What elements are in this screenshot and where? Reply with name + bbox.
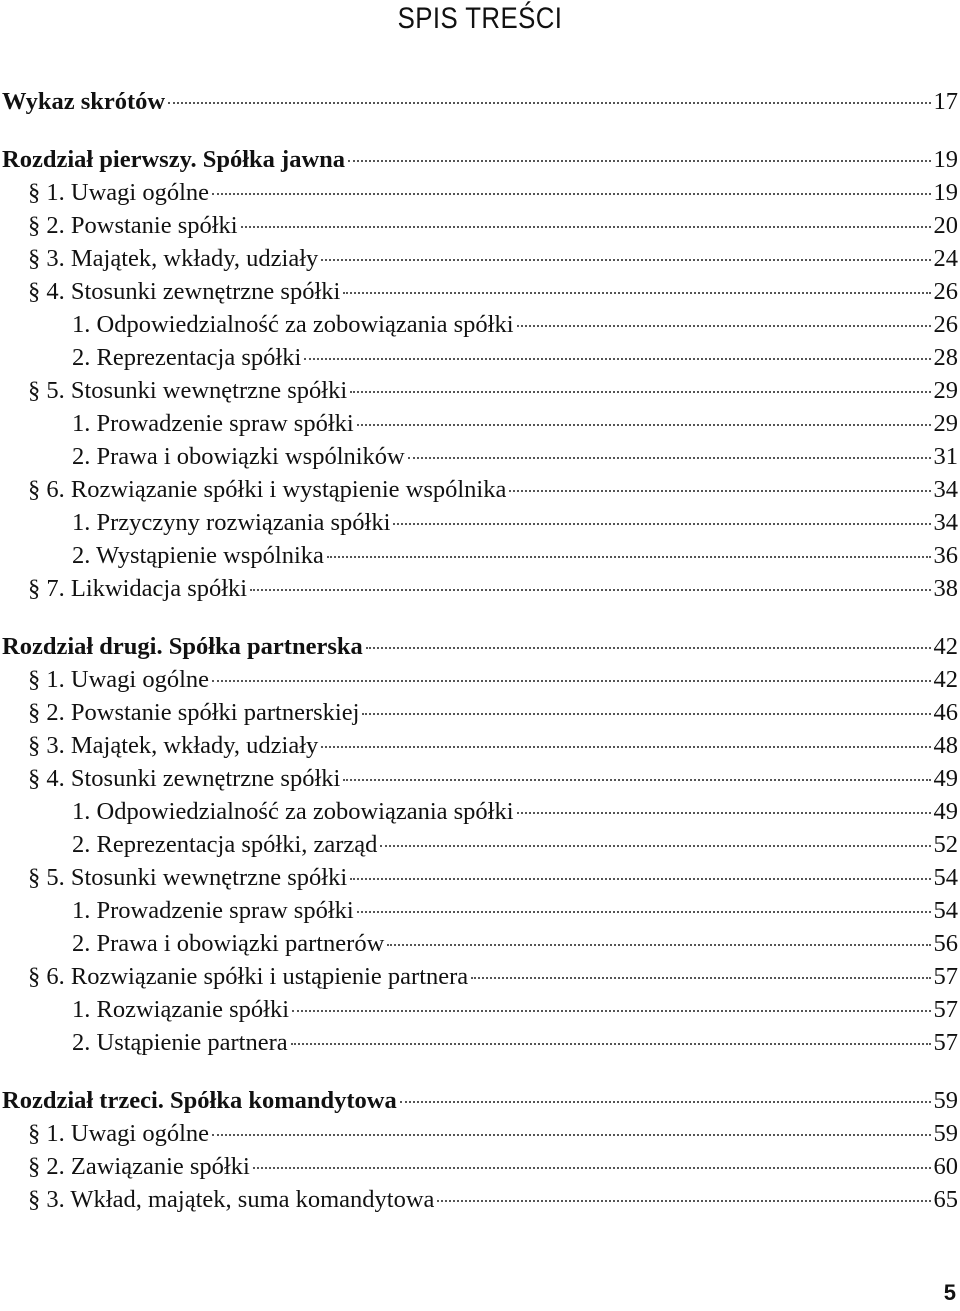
toc-subsection-entry (0, 894, 958, 927)
toc-entry-label: 2. Reprezentacja spółki (72, 344, 302, 371)
dot-leader (241, 226, 931, 228)
toc-entry-label: § 3. Majątek, wkłady, udziały (28, 245, 319, 272)
toc-entry-page: 49 (933, 765, 958, 792)
toc-entry-label: § 2. Zawiązanie spółki (28, 1153, 250, 1180)
toc-entry-label: 2. Prawa i obowiązki wspólników (72, 443, 405, 470)
toc-entry-label: Rozdział pierwszy. Spółka jawna (2, 146, 346, 173)
toc-subsection-entry (0, 795, 958, 828)
dot-leader (366, 647, 931, 649)
dot-leader (321, 259, 930, 261)
toc-entry-page: 19 (933, 179, 958, 206)
toc-subsection-entry (0, 440, 958, 473)
toc-entry-label: § 1. Uwagi ogólne (28, 1120, 209, 1147)
toc-entry-label: § 4. Stosunki zewnętrzne spółki (28, 278, 341, 305)
dot-leader (380, 845, 930, 847)
toc-entry-label: Wykaz skrótów (2, 88, 166, 115)
footer-page-number: 5 (943, 1280, 956, 1305)
dot-leader (400, 1101, 931, 1103)
toc-entry-page: 36 (933, 542, 958, 569)
toc-subsection-entry (0, 1026, 958, 1059)
toc-chapter-entry (0, 630, 958, 663)
toc-section-entry (0, 696, 958, 729)
toc-entry-label: 1. Przyczyny rozwiązania spółki (72, 509, 391, 536)
toc-section-entry (0, 960, 958, 993)
dot-leader (350, 391, 930, 393)
toc-subsection-entry (0, 506, 958, 539)
toc-section-entry (0, 209, 958, 242)
toc-entry-page: 65 (933, 1186, 958, 1213)
dot-leader (509, 490, 930, 492)
toc-entry-page: 57 (933, 963, 958, 990)
dot-leader (437, 1200, 930, 1202)
toc-entry-page: 26 (933, 278, 958, 305)
toc-entry-page: 52 (933, 831, 958, 858)
toc-entry-page: 54 (933, 864, 958, 891)
toc-section-entry (0, 176, 958, 209)
toc-entry-page: 19 (933, 146, 958, 173)
toc-entry-page: 56 (933, 930, 958, 957)
toc-entry-label: 2. Wystąpienie wspólnika (72, 542, 324, 569)
toc-entry-label: § 5. Stosunki wewnętrzne spółki (28, 864, 348, 891)
toc-entry-page: 57 (933, 996, 958, 1023)
toc-subsection-entry (0, 927, 958, 960)
toc-entry-label: § 1. Uwagi ogólne (28, 179, 209, 206)
toc-entry-page: 31 (933, 443, 958, 470)
toc-entry-label: § 3. Majątek, wkłady, udziały (28, 732, 319, 759)
dot-leader (362, 713, 930, 715)
dot-leader (250, 589, 930, 591)
toc-section-entry (0, 861, 958, 894)
dot-leader (212, 193, 931, 195)
toc-section-entry (0, 1117, 958, 1150)
toc-entry-page: 46 (933, 699, 958, 726)
toc-entry-label: Rozdział trzeci. Spółka komandytowa (2, 1087, 397, 1114)
toc-entry-label: Rozdział drugi. Spółka partnerska (2, 633, 363, 660)
dot-leader (343, 292, 930, 294)
toc-entry-label: § 7. Likwidacja spółki (28, 575, 248, 602)
dot-leader (348, 160, 930, 162)
toc-entry-label: § 4. Stosunki zewnętrzne spółki (28, 765, 341, 792)
dot-leader (343, 779, 930, 781)
toc-entry-page: 54 (933, 897, 958, 924)
dot-leader (393, 523, 930, 525)
toc-subsection-entry (0, 828, 958, 861)
toc-entry-label: 2. Reprezentacja spółki, zarząd (72, 831, 378, 858)
dot-leader (350, 878, 930, 880)
toc-entry-label: 1. Rozwiązanie spółki (72, 996, 290, 1023)
toc-entry-label: § 3. Wkład, majątek, suma komandytowa (28, 1186, 435, 1213)
toc-section-entry (0, 762, 958, 795)
dot-leader (168, 102, 930, 104)
toc-entry-page: 59 (933, 1087, 958, 1114)
toc-subsection-entry (0, 993, 958, 1026)
toc-entry-label: § 6. Rozwiązanie spółki i ustąpienie partnera (28, 963, 469, 990)
toc-entry-page: 38 (933, 575, 958, 602)
toc-entry-page: 29 (933, 410, 958, 437)
toc-entry-page: 34 (933, 509, 958, 536)
toc-section-entry (0, 572, 958, 605)
dot-leader (517, 325, 931, 327)
dot-leader (357, 911, 931, 913)
dot-leader (517, 812, 931, 814)
toc-section-entry (0, 242, 958, 275)
toc-entry-page: 28 (933, 344, 958, 371)
toc-entry-page: 42 (933, 666, 958, 693)
toc-entry-label: 1. Odpowiedzialność za zobowiązania spółki (72, 798, 514, 825)
toc-entry-label: 1. Prowadzenie spraw spółki (72, 410, 354, 437)
toc-subsection-entry (0, 407, 958, 440)
dot-leader (321, 746, 930, 748)
toc-entry-label: § 1. Uwagi ogólne (28, 666, 209, 693)
dot-leader (327, 556, 931, 558)
toc-section-entry (0, 663, 958, 696)
toc-entry-page: 34 (933, 476, 958, 503)
toc-entry-label: 2. Ustąpienie partnera (72, 1029, 288, 1056)
dot-leader (387, 944, 930, 946)
toc-section-entry (0, 729, 958, 762)
toc-entry-page: 48 (933, 732, 958, 759)
toc-section-entry (0, 1183, 958, 1216)
dot-leader (212, 680, 931, 682)
toc-entry-page: 17 (933, 88, 958, 115)
dot-leader (304, 358, 930, 360)
toc-entry-page: 42 (933, 633, 958, 660)
dot-leader (212, 1134, 931, 1136)
toc-section-entry (0, 275, 958, 308)
toc-entry-page: 60 (933, 1153, 958, 1180)
toc-entry-page: 59 (933, 1120, 958, 1147)
toc-entry-label: § 2. Powstanie spółki (28, 212, 238, 239)
toc-subsection-entry (0, 341, 958, 374)
toc-entry-label: 1. Odpowiedzialność za zobowiązania spółki (72, 311, 514, 338)
toc-subsection-entry (0, 539, 958, 572)
dot-leader (292, 1010, 930, 1012)
toc-chapter-entry (0, 1084, 958, 1117)
toc-entry-page: 26 (933, 311, 958, 338)
toc-subsection-entry (0, 308, 958, 341)
dot-leader (471, 977, 930, 979)
toc-chapter-entry (0, 143, 958, 176)
toc-entry-page: 29 (933, 377, 958, 404)
toc-entry-label: § 5. Stosunki wewnętrzne spółki (28, 377, 348, 404)
toc-entry-page: 24 (933, 245, 958, 272)
toc-entry-label: 2. Prawa i obowiązki partnerów (72, 930, 385, 957)
toc-entry-label: § 2. Powstanie spółki partnerskiej (28, 699, 360, 726)
dot-leader (408, 457, 931, 459)
toc-section-entry (0, 1150, 958, 1183)
dot-leader (253, 1167, 931, 1169)
toc-entry-label: 1. Prowadzenie spraw spółki (72, 897, 354, 924)
dot-leader (357, 424, 931, 426)
toc-section-entry (0, 473, 958, 506)
toc-entry-page: 20 (933, 212, 958, 239)
toc-entry-page: 57 (933, 1029, 958, 1056)
toc-section-entry (0, 374, 958, 407)
page-title: SPIS TREŚCI (397, 2, 563, 35)
dot-leader (291, 1043, 931, 1045)
toc-entry-page: 49 (933, 798, 958, 825)
toc-entry-label: § 6. Rozwiązanie spółki i wystąpienie wspólnika (28, 476, 507, 503)
toc-chapter-entry (0, 85, 958, 118)
